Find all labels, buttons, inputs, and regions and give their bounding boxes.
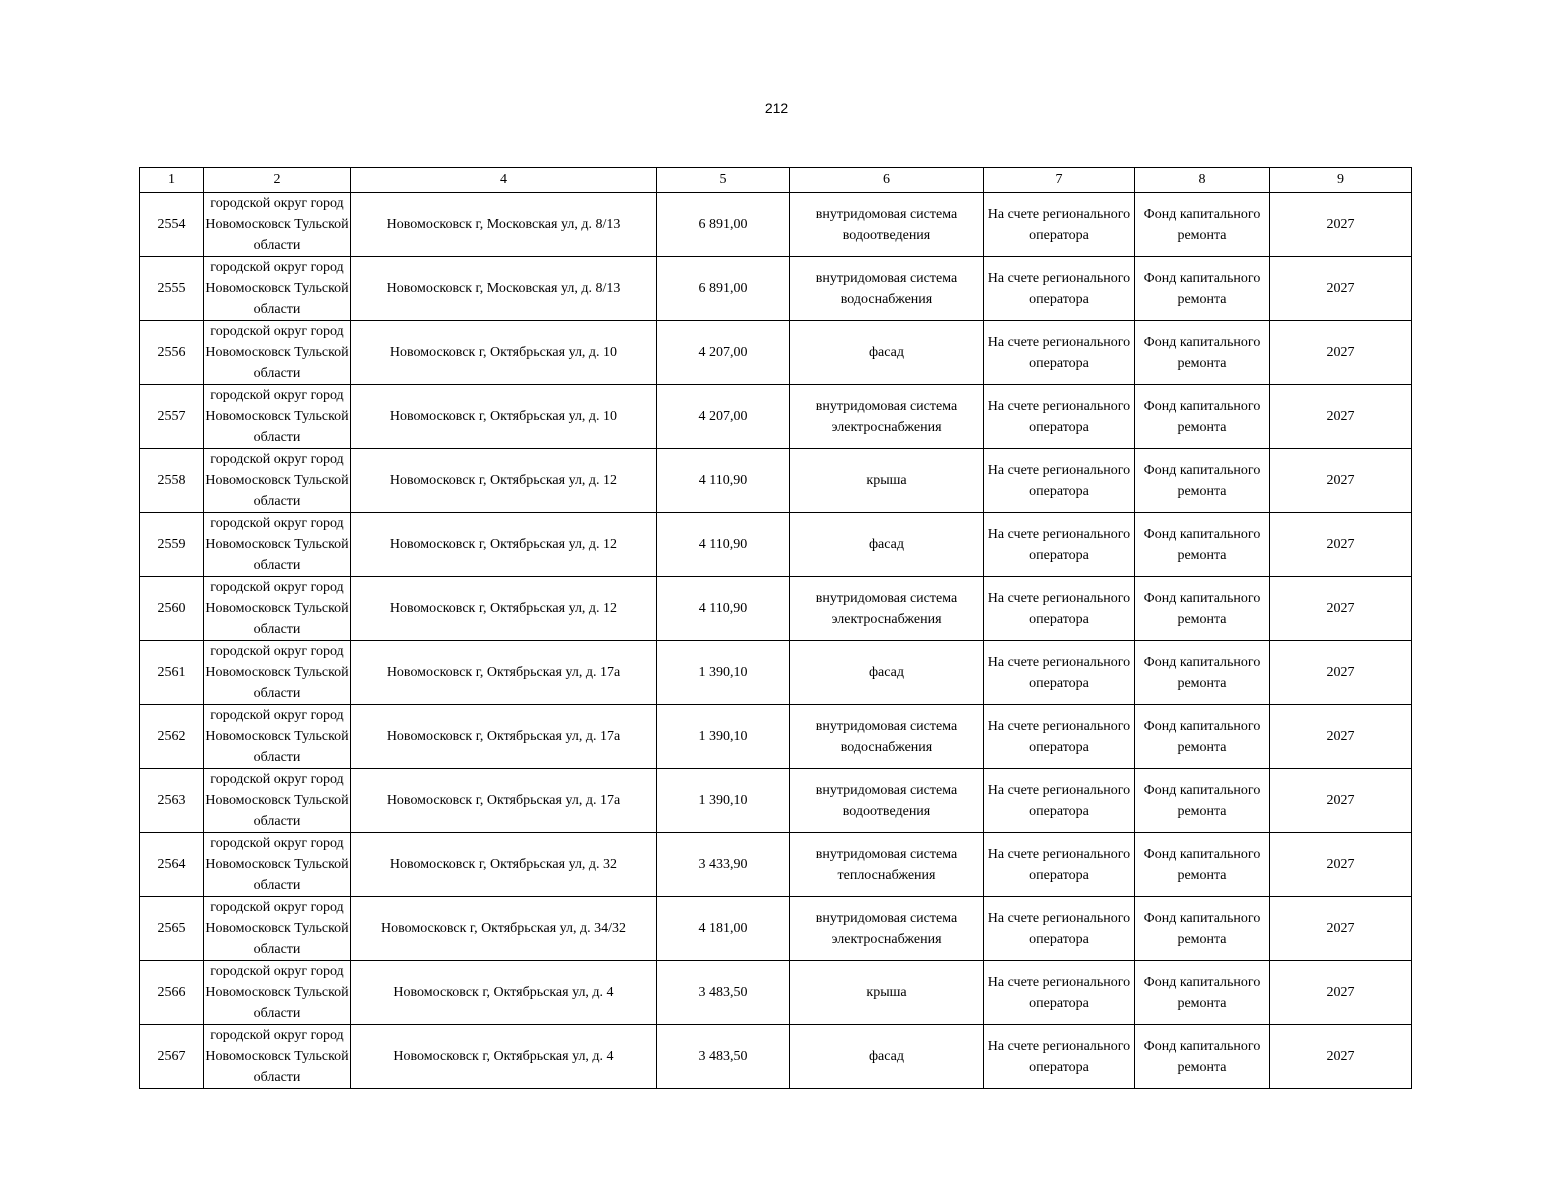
account-cell: На счете регионального оператора: [984, 449, 1135, 513]
fund-cell: Фонд капитального ремонта: [1135, 193, 1270, 257]
row-number-cell: 2565: [140, 897, 204, 961]
address-cell: Новомосковск г, Октябрьская ул, д. 12: [351, 577, 657, 641]
year-cell: 2027: [1270, 193, 1412, 257]
account-cell: На счете регионального оператора: [984, 1025, 1135, 1089]
work-type-cell: фасад: [790, 1025, 984, 1089]
table-row: [140, 513, 1412, 577]
row-number-cell: 2566: [140, 961, 204, 1025]
column-header: 2: [204, 168, 351, 193]
address-cell: Новомосковск г, Октябрьская ул, д. 17а: [351, 769, 657, 833]
area-cell: 6 891,00: [657, 193, 790, 257]
year-cell: 2027: [1270, 833, 1412, 897]
account-cell: На счете регионального оператора: [984, 897, 1135, 961]
municipality-cell: городской округ город Новомосковск Тульской области: [204, 385, 351, 449]
row-number-cell: 2559: [140, 513, 204, 577]
area-cell: 4 207,00: [657, 385, 790, 449]
address-cell: Новомосковск г, Октябрьская ул, д. 17а: [351, 641, 657, 705]
table-row: [140, 833, 1412, 897]
fund-cell: Фонд капитального ремонта: [1135, 385, 1270, 449]
area-cell: 1 390,10: [657, 769, 790, 833]
account-cell: На счете регионального оператора: [984, 641, 1135, 705]
fund-cell: Фонд капитального ремонта: [1135, 897, 1270, 961]
row-number-cell: 2556: [140, 321, 204, 385]
work-type-cell: внутридомовая система электроснабжения: [790, 385, 984, 449]
year-cell: 2027: [1270, 769, 1412, 833]
account-cell: На счете регионального оператора: [984, 705, 1135, 769]
address-cell: Новомосковск г, Октябрьская ул, д. 4: [351, 1025, 657, 1089]
table-row: [140, 1025, 1412, 1089]
year-cell: 2027: [1270, 1025, 1412, 1089]
table-row: [140, 257, 1412, 321]
area-cell: 4 110,90: [657, 513, 790, 577]
municipality-cell: городской округ город Новомосковск Тульской области: [204, 833, 351, 897]
area-cell: 3 483,50: [657, 961, 790, 1025]
work-type-cell: фасад: [790, 321, 984, 385]
row-number-cell: 2558: [140, 449, 204, 513]
municipality-cell: городской округ город Новомосковск Тульской области: [204, 577, 351, 641]
account-cell: На счете регионального оператора: [984, 513, 1135, 577]
row-number-cell: 2554: [140, 193, 204, 257]
area-cell: 4 110,90: [657, 449, 790, 513]
table-row: [140, 577, 1412, 641]
column-header: 1: [140, 168, 204, 193]
area-cell: 4 181,00: [657, 897, 790, 961]
row-number-cell: 2562: [140, 705, 204, 769]
row-number-cell: 2557: [140, 385, 204, 449]
address-cell: Новомосковск г, Октябрьская ул, д. 17а: [351, 705, 657, 769]
address-cell: Новомосковск г, Октябрьская ул, д. 10: [351, 385, 657, 449]
work-type-cell: крыша: [790, 961, 984, 1025]
account-cell: На счете регионального оператора: [984, 833, 1135, 897]
account-cell: На счете регионального оператора: [984, 961, 1135, 1025]
column-header: 8: [1135, 168, 1270, 193]
year-cell: 2027: [1270, 257, 1412, 321]
table-row: [140, 449, 1412, 513]
municipality-cell: городской округ город Новомосковск Тульской области: [204, 705, 351, 769]
column-header: 9: [1270, 168, 1412, 193]
municipality-cell: городской округ город Новомосковск Тульской области: [204, 193, 351, 257]
work-type-cell: фасад: [790, 513, 984, 577]
table-row: [140, 705, 1412, 769]
table-row: [140, 193, 1412, 257]
fund-cell: Фонд капитального ремонта: [1135, 321, 1270, 385]
area-cell: 4 110,90: [657, 577, 790, 641]
work-type-cell: внутридомовая система водоснабжения: [790, 705, 984, 769]
fund-cell: Фонд капитального ремонта: [1135, 833, 1270, 897]
row-number-cell: 2564: [140, 833, 204, 897]
year-cell: 2027: [1270, 321, 1412, 385]
year-cell: 2027: [1270, 385, 1412, 449]
fund-cell: Фонд капитального ремонта: [1135, 1025, 1270, 1089]
address-cell: Новомосковск г, Октябрьская ул, д. 10: [351, 321, 657, 385]
work-type-cell: внутридомовая система водоотведения: [790, 769, 984, 833]
page-number: 212: [764, 100, 789, 116]
column-header: 7: [984, 168, 1135, 193]
year-cell: 2027: [1270, 513, 1412, 577]
fund-cell: Фонд капитального ремонта: [1135, 257, 1270, 321]
address-cell: Новомосковск г, Октябрьская ул, д. 34/32: [351, 897, 657, 961]
row-number-cell: 2567: [140, 1025, 204, 1089]
municipality-cell: городской округ город Новомосковск Тульской области: [204, 897, 351, 961]
fund-cell: Фонд капитального ремонта: [1135, 769, 1270, 833]
fund-cell: Фонд капитального ремонта: [1135, 449, 1270, 513]
address-cell: Новомосковск г, Октябрьская ул, д. 4: [351, 961, 657, 1025]
address-cell: Новомосковск г, Московская ул, д. 8/13: [351, 257, 657, 321]
column-header: 4: [351, 168, 657, 193]
account-cell: На счете регионального оператора: [984, 257, 1135, 321]
work-type-cell: внутридомовая система водоснабжения: [790, 257, 984, 321]
table-row: [140, 961, 1412, 1025]
municipality-cell: городской округ город Новомосковск Тульской области: [204, 449, 351, 513]
table-row: [140, 769, 1412, 833]
account-cell: На счете регионального оператора: [984, 385, 1135, 449]
repair-schedule-table: [139, 167, 1412, 1089]
work-type-cell: крыша: [790, 449, 984, 513]
address-cell: Новомосковск г, Октябрьская ул, д. 32: [351, 833, 657, 897]
year-cell: 2027: [1270, 705, 1412, 769]
address-cell: Новомосковск г, Октябрьская ул, д. 12: [351, 513, 657, 577]
fund-cell: Фонд капитального ремонта: [1135, 705, 1270, 769]
area-cell: 1 390,10: [657, 641, 790, 705]
municipality-cell: городской округ город Новомосковск Тульской области: [204, 513, 351, 577]
municipality-cell: городской округ город Новомосковск Тульской области: [204, 961, 351, 1025]
header-row: [140, 168, 1412, 193]
column-header: 6: [790, 168, 984, 193]
municipality-cell: городской округ город Новомосковск Тульской области: [204, 1025, 351, 1089]
table-row: [140, 321, 1412, 385]
work-type-cell: внутридомовая система электроснабжения: [790, 577, 984, 641]
year-cell: 2027: [1270, 897, 1412, 961]
row-number-cell: 2561: [140, 641, 204, 705]
column-header: 5: [657, 168, 790, 193]
table-row: [140, 641, 1412, 705]
address-cell: Новомосковск г, Московская ул, д. 8/13: [351, 193, 657, 257]
area-cell: 3 433,90: [657, 833, 790, 897]
area-cell: 3 483,50: [657, 1025, 790, 1089]
row-number-cell: 2555: [140, 257, 204, 321]
year-cell: 2027: [1270, 961, 1412, 1025]
year-cell: 2027: [1270, 641, 1412, 705]
fund-cell: Фонд капитального ремонта: [1135, 577, 1270, 641]
fund-cell: Фонд капитального ремонта: [1135, 961, 1270, 1025]
area-cell: 4 207,00: [657, 321, 790, 385]
municipality-cell: городской округ город Новомосковск Тульской области: [204, 641, 351, 705]
table-row: [140, 385, 1412, 449]
account-cell: На счете регионального оператора: [984, 193, 1135, 257]
work-type-cell: внутридомовая система водоотведения: [790, 193, 984, 257]
work-type-cell: внутридомовая система теплоснабжения: [790, 833, 984, 897]
work-type-cell: фасад: [790, 641, 984, 705]
municipality-cell: городской округ город Новомосковск Тульской области: [204, 257, 351, 321]
account-cell: На счете регионального оператора: [984, 321, 1135, 385]
year-cell: 2027: [1270, 449, 1412, 513]
table-header: [140, 168, 1412, 193]
table-body: [140, 193, 1412, 1089]
address-cell: Новомосковск г, Октябрьская ул, д. 12: [351, 449, 657, 513]
fund-cell: Фонд капитального ремонта: [1135, 513, 1270, 577]
work-type-cell: внутридомовая система электроснабжения: [790, 897, 984, 961]
account-cell: На счете регионального оператора: [984, 577, 1135, 641]
row-number-cell: 2563: [140, 769, 204, 833]
account-cell: На счете регионального оператора: [984, 769, 1135, 833]
area-cell: 6 891,00: [657, 257, 790, 321]
area-cell: 1 390,10: [657, 705, 790, 769]
row-number-cell: 2560: [140, 577, 204, 641]
municipality-cell: городской округ город Новомосковск Тульской области: [204, 769, 351, 833]
fund-cell: Фонд капитального ремонта: [1135, 641, 1270, 705]
year-cell: 2027: [1270, 577, 1412, 641]
municipality-cell: городской округ город Новомосковск Тульской области: [204, 321, 351, 385]
table-row: [140, 897, 1412, 961]
